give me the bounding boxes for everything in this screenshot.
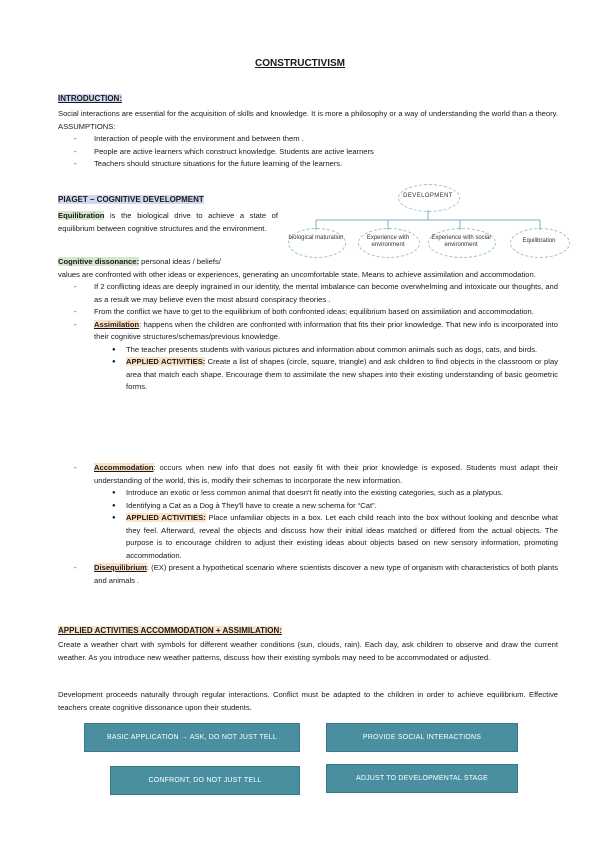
basic-application-button[interactable]: BASIC APPLICATION → ASK, DO NOT JUST TELL [84,723,300,752]
assimilation-text: : happens when the children are confronted with information that fits their prior knowledge. That new info is incorporated into their cognitive structures/schemas/previous knowledge. [94,319,558,341]
list-item-disequilibrium [58,562,558,587]
dissonance-lead: personal ideas / beliefs/ [139,257,221,266]
accommodation-bullets [112,487,558,562]
assumptions-list [58,133,558,171]
assimilation-bullets [112,344,558,394]
list-item: ● Introduce an exotic or less common animal that doesn't fit neatly into the existing categories, such as a platypus. [112,487,558,500]
piaget-points [58,281,558,394]
list-item: - Interaction of people with the environment and between them . [58,133,558,146]
diagram-node-label: Experience with social environment [431,235,491,248]
applied-combo-text: Create a weather chart with symbols for different weather conditions (sun, clouds, rain). Each day, ask children to observe and draw the current weather. As you introduce new weather patterns, discuss how their existing symbols may need to be accommodated or adjusted. [58,640,558,662]
diagram-root-label: DEVELOPMENT [403,193,453,199]
list-item: - People are active learners which construct knowledge. Students are active learners [58,146,558,159]
list-item [112,512,558,562]
applied-text: Create a list of shapes (circle, square, triangle) and ask children to find objects in the classroom or play area that match each shape. Encourage them to assimilate the new shapes into their existing understanding of basic geometric forms. [126,357,558,391]
accommodation-text: : occurs when new info that does not easily fit with their prior knowledge is exposed. Students must adapt their understanding of the world, this is, modify their schemas to incorporate the new information. [94,463,558,485]
list-item [112,356,558,394]
provide-social-interactions-button[interactable]: PROVIDE SOCIAL INTERACTIONS [326,723,518,752]
equilibration-text: is the biological drive to achieve a state of equilibrium between cognitive structures and the environment. [58,211,278,233]
adjust-stage-button[interactable]: ADJUST TO DEVELOPMENTAL STAGE [326,764,518,793]
diagram-node-label: Experience with environment [366,235,410,248]
equilibration-term: Equilibration [58,211,105,220]
accommodation-term: Accommodation [94,463,154,472]
list-item-assimilation [58,319,558,394]
list-item: - Teachers should structure situations for the future learning of the learners. [58,158,558,171]
accommodation-list [58,462,558,587]
list-item: ● The teacher presents students with various pictures and information about common animals such as dogs, cats, and birds. [112,344,558,357]
dissonance-section [58,256,558,394]
list-item: ● Identifying a Cat as a Dog à They'll have to create a new schema for “Cat”. [112,500,558,513]
intro-paragraph: Social interactions are essential for the acquisition of skills and knowledge. It is more a philosophy or a way of understanding the world than a theory. ASSUMPTIONS: [58,109,558,131]
list-item-accommodation [58,462,558,562]
applied-label: APPLIED ACTIVITIES: [126,513,206,522]
dissonance-term: Cognitive dissonance: [58,257,140,266]
applied-label: APPLIED ACTIVITIES: [126,357,206,366]
list-item: - If 2 conflicting ideas are deeply ingrained in our identity, the mental imbalance can become overwhelming and intoxicate our thoughts, and as a result we may believe even the most absurd conspiracy theories . [58,281,558,306]
intro-heading: INTRODUCTION: [58,94,122,103]
dissonance-lead-line [58,256,558,269]
piaget-heading: PIAGET – COGNITIVE DEVELOPMENT [58,195,204,204]
development-diagram [288,180,568,260]
assimilation-term: Assimilation [94,319,140,329]
accommodation-section [58,462,558,587]
applied-text: Place unfamiliar objects in a box. Let each child reach into the box without looking and describe what they feel. Afterward, reveal the objects and discuss how their initial ideas matched or differed from the actual objects. The purpose is to encourage children to adjust their existing ideas about objects based on new sensory information, promoting accommodation. [126,513,558,560]
dissonance-text: values are confronted with other ideas or experiences, generating an uncomfortable state. Means to achieve assimilation and accommodation. [58,269,536,279]
conclusion-text: Development proceeds naturally through regular interactions. Conflict must be adapted to the children in order to achieve equilibrium. Effective teachers create cognitive dissonance upon their students. [58,690,558,712]
disequilibrium-text: : (EX) present a hypothetical scenario where scientists discover a new type of organism with characteristics of both plants and animals . [94,563,558,585]
confront-button[interactable]: CONFRONT, DO NOT JUST TELL [110,766,300,795]
intro-text [58,108,558,171]
page-title: CONSTRUCTIVISM [255,58,345,69]
equilibration-paragraph [58,210,278,235]
diagram-node [288,228,346,258]
diagram-node-label: biological maturation [288,235,344,241]
applied-combo-heading: APPLIED ACTIVITIES ACCOMMODATION + ASSIMILATION: [58,626,282,635]
disequilibrium-term: Disequilibrium [94,563,147,572]
list-item: - From the conflict we have to get to the equilibrium of both confronted ideas; equilibrium based on assimilation and accommodation. [58,306,558,319]
diagram-node-label: Equilibration [522,238,556,244]
